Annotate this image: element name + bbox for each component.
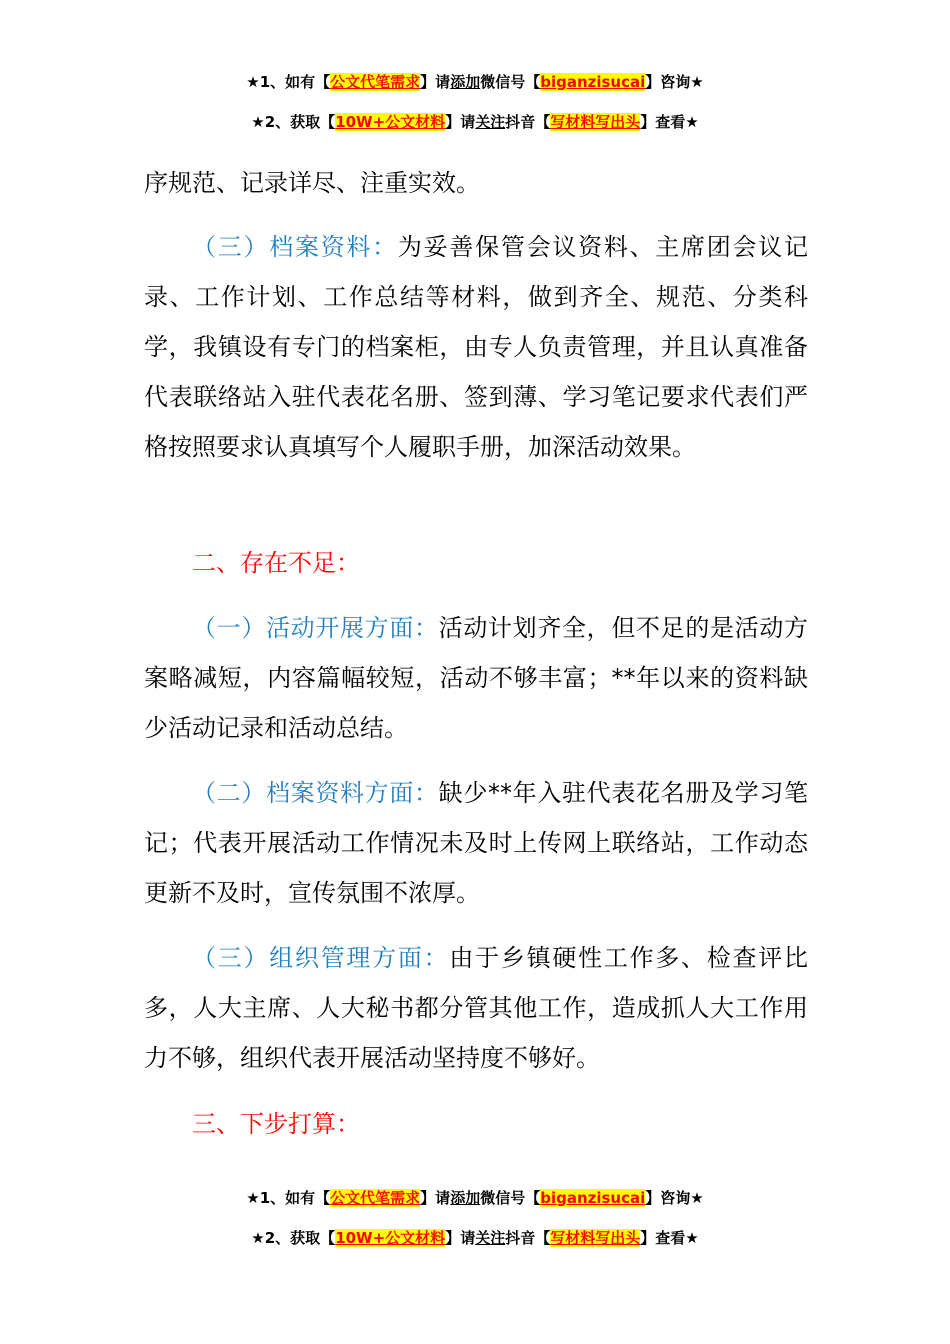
paragraph-body: 活动计划齐全，但不足的是活动方案略减短，内容篇幅较短，活动不够丰富；**年以来的资料缺少活动记录和活动总结。 (144, 614, 809, 742)
paragraph-body: 由于乡镇硬性工作多、检查评比多，人大主席、人大秘书都分管其他工作，造成抓人大工作用力不够，组织代表开展活动坚持度不够好。 (144, 944, 808, 1072)
footer-banner-line-1 (0, 1188, 950, 1208)
banner-text: 微信号【 (480, 73, 541, 91)
section-heading-next-steps: 三、下步打算： (192, 1110, 360, 1138)
banner-underlined: 关注 (475, 113, 506, 131)
banner-text: 】请 (445, 1229, 476, 1247)
banner-prefix: ★2、获取【 (251, 1229, 336, 1247)
banner-text: 抖音【 (505, 1229, 551, 1247)
banner-suffix: 】查看★ (640, 113, 699, 131)
footer-banner-line-2 (0, 1228, 950, 1248)
banner-suffix: 】咨询★ (645, 1189, 704, 1207)
banner-prefix: ★1、如有【 (246, 73, 331, 91)
subheading-archive: （三）档案资料： (192, 233, 398, 261)
banner-text: 微信号【 (480, 1189, 541, 1207)
header-banner-line-1 (0, 72, 950, 92)
paragraph-organization (144, 933, 808, 1083)
header-banner-line-2 (0, 112, 950, 132)
banner-highlight: 10W+公文材料 (335, 1229, 446, 1247)
banner-douyin-id: 写材料写出头 (550, 113, 641, 131)
banner-text: 】请 (420, 1189, 451, 1207)
banner-douyin-id: 写材料写出头 (550, 1229, 641, 1247)
banner-underlined: 添加 (450, 73, 481, 91)
banner-prefix: ★1、如有【 (246, 1189, 331, 1207)
banner-text: 】请 (420, 73, 451, 91)
paragraph-archive-materials (144, 222, 808, 472)
banner-highlight: 10W+公文材料 (335, 113, 446, 131)
banner-underlined: 关注 (475, 1229, 506, 1247)
paragraph-continuation: 序规范、记录详尽、注重实效。 (144, 169, 480, 197)
subheading-archive-aspect: （二）档案资料方面： (192, 779, 439, 807)
banner-text: 】请 (445, 113, 476, 131)
banner-highlight: 公文代笔需求 (330, 73, 421, 91)
subheading-activity: （一）活动开展方面： (192, 614, 439, 642)
paragraph-body: 缺少**年入驻代表花名册及学习笔记；代表开展活动工作情况未及时上传网上联络站，工作动态更新不及时，宣传氛围不浓厚。 (144, 779, 809, 907)
paragraph-archive-aspect (144, 768, 808, 918)
banner-wechat-id: biganzisucai (540, 73, 646, 91)
subheading-organization: （三）组织管理方面： (192, 944, 450, 972)
paragraph-activity (144, 603, 808, 753)
banner-highlight: 公文代笔需求 (330, 1189, 421, 1207)
banner-underlined: 添加 (450, 1189, 481, 1207)
banner-suffix: 】查看★ (640, 1229, 699, 1247)
paragraph-body: 为妥善保管会议资料、主席团会议记录、工作计划、工作总结等材料，做到齐全、规范、分类科学，我镇设有专门的档案柜，由专人负责管理，并且认真准备代表联络站入驻代表花名册、签到薄、学习笔记要求代表们严格按照要求认真填写个人履职手册，加深活动效果。 (144, 233, 809, 461)
banner-wechat-id: biganzisucai (540, 1189, 646, 1207)
banner-text: 抖音【 (505, 113, 551, 131)
section-heading-shortcomings: 二、存在不足： (192, 549, 360, 577)
banner-prefix: ★2、获取【 (251, 113, 336, 131)
banner-suffix: 】咨询★ (645, 73, 704, 91)
